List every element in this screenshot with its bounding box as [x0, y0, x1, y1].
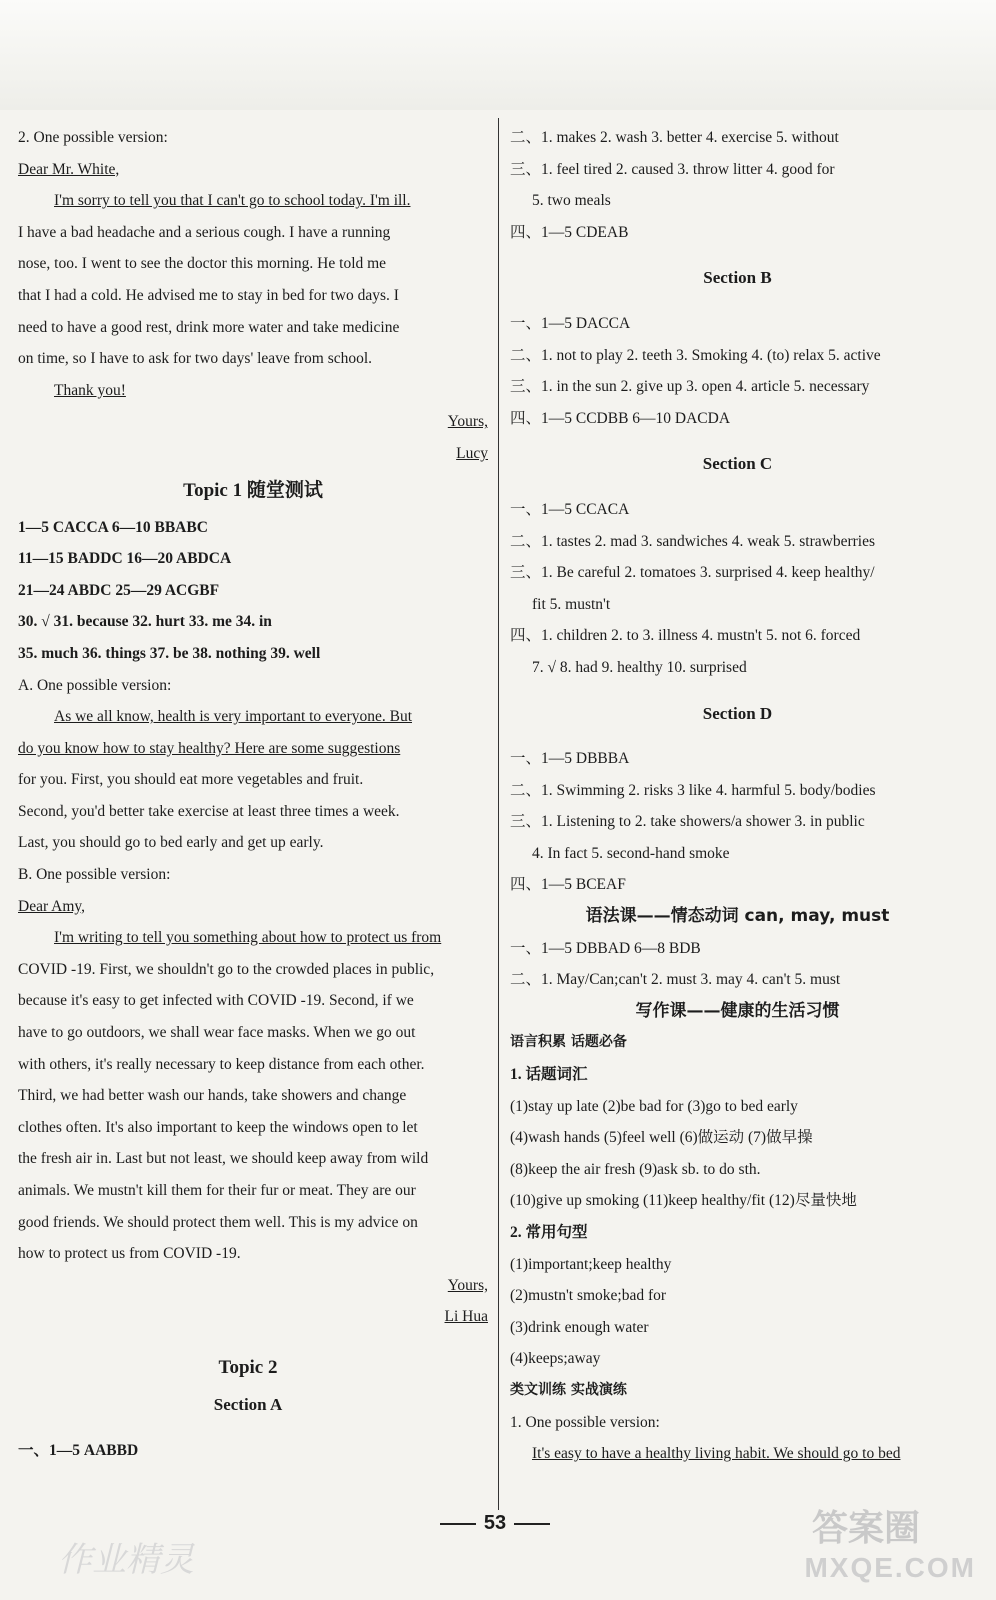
watermark-site: MXQE.COM	[804, 1552, 976, 1583]
sectionC-line: 一、1—5 CCACA	[510, 500, 630, 518]
letter1-closing: Yours,	[447, 413, 488, 431]
sectionD-line: 一、1—5 DBBBA	[510, 750, 630, 768]
essayB-line: good friends. We should protect them well. This is my advice on	[18, 1213, 418, 1231]
sectionC-line: 四、1. children 2. to 3. illness 4. mustn't 5. not 6. forced	[510, 627, 861, 645]
topic1-title: Topic 1 随堂测试	[183, 479, 323, 501]
vocab-label: 1. 话题词汇	[510, 1066, 588, 1084]
essayB-signature: Li Hua	[444, 1308, 488, 1326]
topic1-answer-line: 35. much 36. things 37. be 38. nothing 39. well	[18, 644, 321, 662]
essayB-line: have to go outdoors, we shall wear face masks. When we go out	[18, 1024, 416, 1042]
essayA-line: Second, you'd better take exercise at least three times a week.	[18, 802, 400, 820]
sectionD-title: Section D	[702, 703, 773, 723]
watermark-logo: 答案圈	[812, 1508, 921, 1549]
writing-subheading: 语言积累 话题必备	[510, 1034, 627, 1051]
sentence-line: (2)mustn't smoke;bad for	[510, 1287, 667, 1305]
version-line: It's easy to have a healthy living habit. We should go to bed	[532, 1445, 901, 1463]
letter1-line: I'm sorry to tell you that I can't go to school today. I'm ill.	[54, 192, 411, 210]
essayA-line: for you. First, you should eat more vegetables and fruit.	[18, 771, 364, 789]
vocab-line: (4)wash hands (5)feel well (6)做运动 (7)做早操	[510, 1129, 813, 1147]
letter1-signature: Lucy	[456, 444, 488, 462]
page-top-band	[0, 0, 996, 110]
letter1-thanks: Thank you!	[54, 381, 126, 399]
essayB-closing: Yours,	[447, 1276, 488, 1294]
sectionC-line: 三、1. Be careful 2. tomatoes 3. surprised 4. keep healthy/	[510, 564, 875, 582]
essayB-line: because it's easy to get infected with COVID -19. Second, if we	[18, 992, 414, 1010]
sentence-line: (1)important;keep healthy	[510, 1255, 672, 1273]
sectionB-line: 四、1—5 CCDBB 6—10 DACDA	[510, 409, 731, 427]
topic1-answer-line: 30. √ 31. because 32. hurt 33. me 34. in	[18, 613, 272, 631]
sectionD-line: 4. In fact 5. second-hand smoke	[532, 844, 730, 862]
sectionC-line: fit 5. mustn't	[532, 595, 611, 613]
essayB-line: I'm writing to tell you something about how to protect us from	[54, 929, 442, 947]
topic2-title: Topic 2	[218, 1356, 278, 1378]
letter1-label: 2. One possible version:	[18, 129, 168, 146]
writing-subheading: 类文训练 实战演练	[510, 1381, 627, 1398]
answer-line: 三、1. feel tired 2. caused 3. throw litter 4. good for	[510, 160, 835, 178]
essayB-salutation: Dear Amy,	[18, 897, 86, 915]
answer-line: 5. two meals	[532, 192, 611, 210]
sectionB-line: 一、1—5 DACCA	[510, 314, 631, 332]
sectionB-line: 三、1. in the sun 2. give up 3. open 4. article 5. necessary	[510, 378, 870, 396]
sectionC-line: 二、1. tastes 2. mad 3. sandwiches 4. weak 5. strawberries	[510, 532, 876, 550]
sentence-line: (3)drink enough water	[510, 1318, 649, 1336]
sectionD-line: 四、1—5 BCEAF	[510, 876, 626, 894]
essayB-line: COVID -19. First, we shouldn't go to the crowded places in public,	[18, 960, 435, 978]
right-column	[510, 122, 965, 1470]
topic1-answer-line: 21—24 ABDC 25—29 ACGBF	[18, 581, 220, 599]
grammar-title: 语法课——情态动词 can, may, must	[585, 906, 890, 927]
sentence-line: (4)keeps;away	[510, 1350, 601, 1368]
grammar-line: 一、1—5 DBBAD 6—8 BDB	[510, 939, 701, 957]
letter1-salutation: Dear Mr. White,	[18, 160, 120, 178]
vocab-line: (8)keep the air fresh (9)ask sb. to do sth.	[510, 1160, 761, 1178]
answer-line: 二、1. makes 2. wash 3. better 4. exercise 5. without	[510, 129, 839, 146]
essayA-line: Last, you should go to bed early and get up early.	[18, 834, 324, 852]
essayB-line: with others, it's really necessary to keep distance from each other.	[18, 1055, 425, 1073]
watermark-left: 作业精灵	[58, 1540, 194, 1580]
vocab-line: (1)stay up late (2)be bad for (3)go to bed early	[510, 1097, 798, 1115]
version-label: 1. One possible version:	[510, 1413, 660, 1431]
sectionD-line: 二、1. Swimming 2. risks 3 like 4. harmful 5. body/bodies	[510, 781, 876, 799]
letter1-line: need to have a good rest, drink more water and take medicine	[18, 318, 400, 336]
sectionC-title: Section C	[702, 454, 773, 474]
sectionA-answer-line: 一、1—5 AABBD	[18, 1441, 139, 1459]
letter1-line: nose, too. I went to see the doctor this morning. He told me	[18, 255, 387, 273]
essayB-label: B. One possible version:	[18, 866, 171, 884]
sectionB-line: 二、1. not to play 2. teeth 3. Smoking 4. (to) relax 5. active	[510, 346, 881, 364]
sectionD-line: 三、1. Listening to 2. take showers/a shower 3. in public	[510, 813, 865, 831]
sectionC-line: 7. √ 8. had 9. healthy 10. surprised	[532, 658, 747, 676]
essayB-line: animals. We mustn't kill them for their fur or meat. They are our	[18, 1182, 416, 1199]
letter1-line: on time, so I have to ask for two days' leave from school.	[18, 350, 373, 368]
topic1-answer-line: 1—5 CACCA 6—10 BBABC	[18, 518, 208, 536]
column-divider	[498, 118, 499, 1510]
essayB-line: the fresh air in. Last but not least, we should keep away from wild	[18, 1150, 429, 1168]
topic1-answer-line: 11—15 BADDC 16—20 ABDCA	[18, 550, 232, 568]
writing-title: 写作课——健康的生活习惯	[635, 1000, 840, 1021]
essayA-line: do you know how to stay healthy? Here are some suggestions	[18, 739, 401, 757]
sectionA-title: Section A	[213, 1394, 283, 1414]
letter1-line: that I had a cold. He advised me to stay in bed for two days. I	[18, 286, 399, 304]
essayB-line: how to protect us from COVID -19.	[18, 1245, 241, 1263]
sectionB-title: Section B	[703, 268, 772, 288]
essayB-line: Third, we had better wash our hands, take showers and change	[18, 1087, 407, 1105]
essayA-line: As we all know, health is very important to everyone. But	[54, 708, 412, 726]
sentence-label: 2. 常用句型	[510, 1224, 588, 1241]
left-column	[18, 122, 488, 1466]
vocab-line: (10)give up smoking (11)keep healthy/fit (12)尽量快地	[510, 1192, 857, 1210]
page-number: 53	[430, 1512, 560, 1535]
essayB-line: clothes often. It's also important to keep the windows open to let	[18, 1118, 418, 1136]
letter1-line: I have a bad headache and a serious cough. I have a running	[18, 223, 391, 241]
essayA-label: A. One possible version:	[18, 676, 172, 694]
answer-line: 四、1—5 CDEAB	[510, 223, 629, 241]
grammar-line: 二、1. May/Can;can't 2. must 3. may 4. can't 5. must	[510, 971, 841, 989]
